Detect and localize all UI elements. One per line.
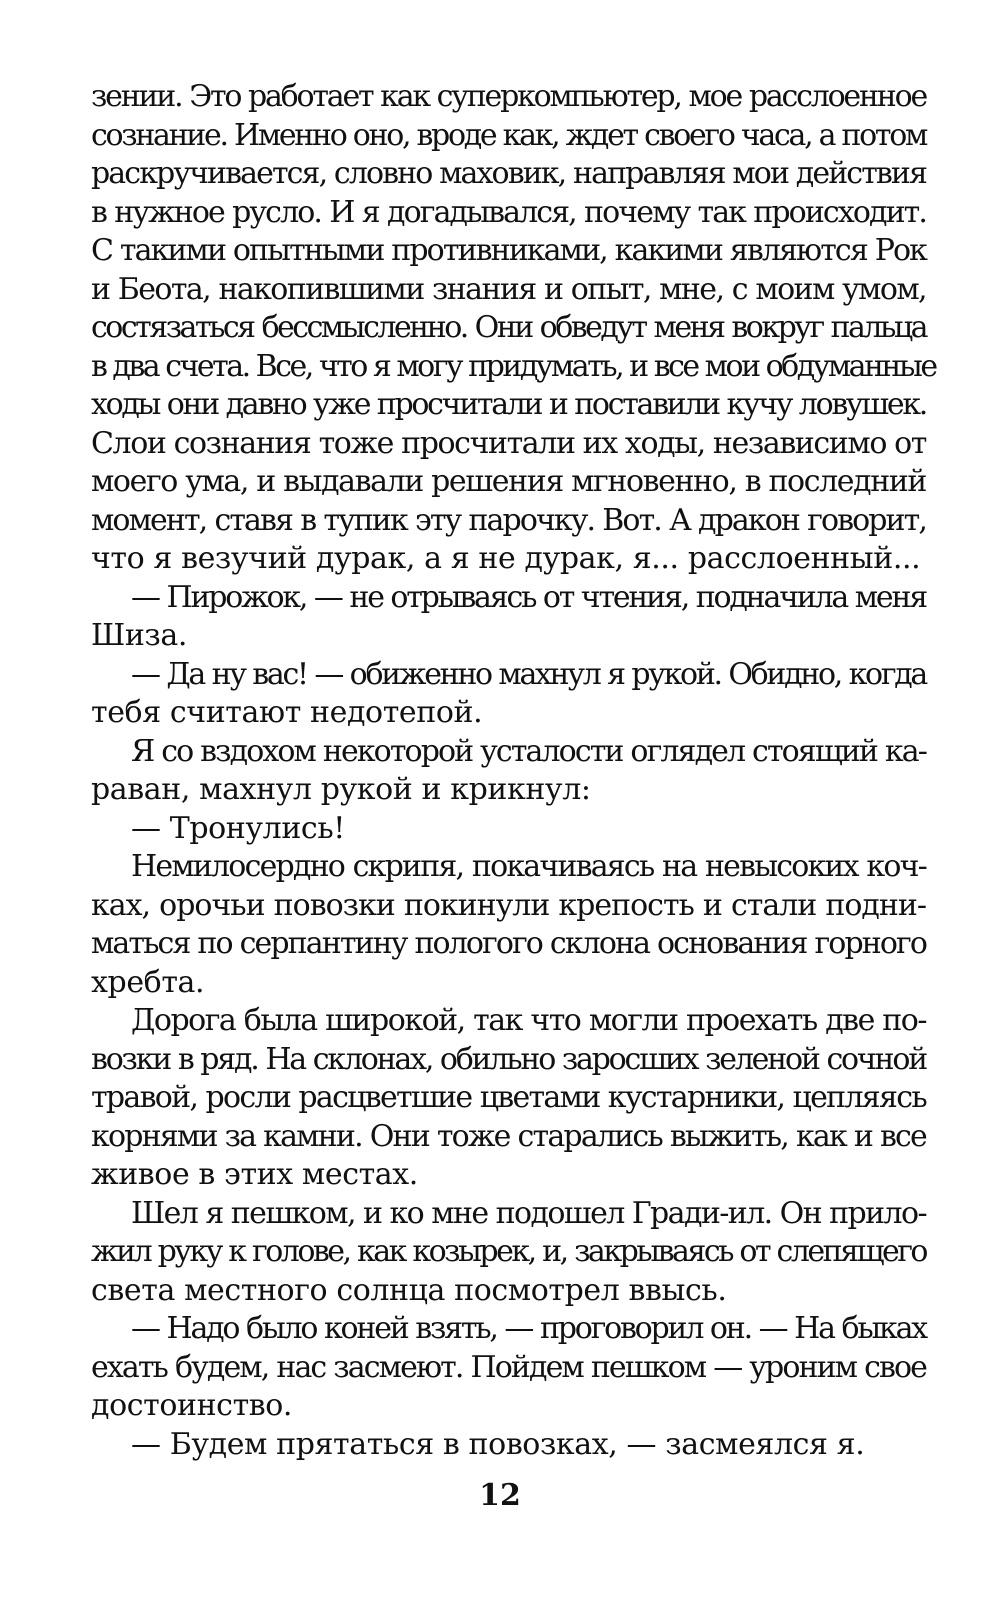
page-number: 12: [479, 1478, 521, 1513]
text-line: момент, ставя в тупик эту парочку. Вот. А дракон говорит,: [91, 502, 926, 538]
text-line: — Пирожок, — не отрываясь от чтения, подначила меня: [131, 579, 926, 615]
text-line: ехать будем, нас засмеют. Пойдем пешком — уроним свое: [91, 1349, 926, 1385]
text-line: Немилосердно скрипя, покачиваясь на невысоких коч-: [131, 849, 926, 884]
text-line: Слои сознания тоже просчитали их ходы, независимо от: [91, 425, 926, 461]
text-line: маться по серпантину пологого склона основания горного: [91, 926, 926, 961]
text-line: раван, махнул рукой и крикнул:: [91, 772, 591, 807]
text-line: корнями за камни. Они тоже старались выжить, как и все: [91, 1118, 926, 1154]
text-line: ходы они давно уже просчитали и поставили кучу ловушек.: [91, 387, 926, 422]
text-line: — Надо было коней взять, — проговорил он. — На быках: [131, 1311, 926, 1346]
text-line: Шел я пешком, и ко мне подошел Гради-ил. Он прило-: [131, 1195, 926, 1231]
text-line: и Беота, накопившими знания и опыт, мне, с моим умом,: [91, 271, 926, 307]
text-line: в два счета. Все, что я могу придумать, и все мои обдуманные: [91, 348, 936, 384]
text-line: Дорога была широкой, так что могли проехать две по-: [131, 1003, 926, 1038]
text-line: травой, росли расцветшие цветами кустарники, цепляясь: [91, 1080, 926, 1115]
text-line: достоинство.: [91, 1388, 293, 1423]
text-line: — Да ну вас! — обиженно махнул я рукой. Обидно, когда: [131, 656, 926, 692]
text-line: Шиза.: [91, 618, 188, 653]
text-line: сознание. Именно оно, вроде как, ждет своего часа, а потом: [91, 117, 926, 153]
text-line: зении. Это работает как суперкомпьютер, мое расслоенное: [91, 79, 926, 114]
page-text: [91, 78, 936, 1464]
text-line: что я везучий дурак, а я не дурак, я... расслоенный...: [91, 541, 921, 576]
text-line: С такими опытными противниками, какими являются Рок: [91, 233, 926, 268]
text-line: живое в этих местах.: [91, 1157, 418, 1192]
text-line: раскручивается, словно маховик, направляя мои действия: [91, 156, 926, 191]
text-line: состязаться бессмысленно. Они обведут меня вокруг пальца: [91, 310, 926, 345]
text-line: — Будем прятаться в повозках, — засмеялся я.: [131, 1426, 865, 1462]
text-line: моего ума, и выдавали решения мгновенно, в последний: [91, 464, 926, 499]
text-line: — Тронулись!: [131, 810, 345, 846]
text-line: ках, орочьи повозки покинули крепость и стали подни-: [91, 887, 926, 923]
text-line: возки в ряд. На склонах, обильно заросших зеленой сочной: [91, 1041, 926, 1077]
text-line: в нужное русло. И я догадывался, почему так происходит.: [91, 194, 926, 230]
text-line: Я со вздохом некоторой усталости оглядел стоящий ка-: [131, 733, 926, 769]
text-line: света местного солнца посмотрел ввысь.: [91, 1272, 727, 1308]
text-line: жил руку к голове, как козырек, и, закрываясь от слепящего: [91, 1234, 926, 1269]
text-line: хребта.: [91, 964, 205, 1000]
text-line: тебя считают недотепой.: [91, 695, 483, 730]
